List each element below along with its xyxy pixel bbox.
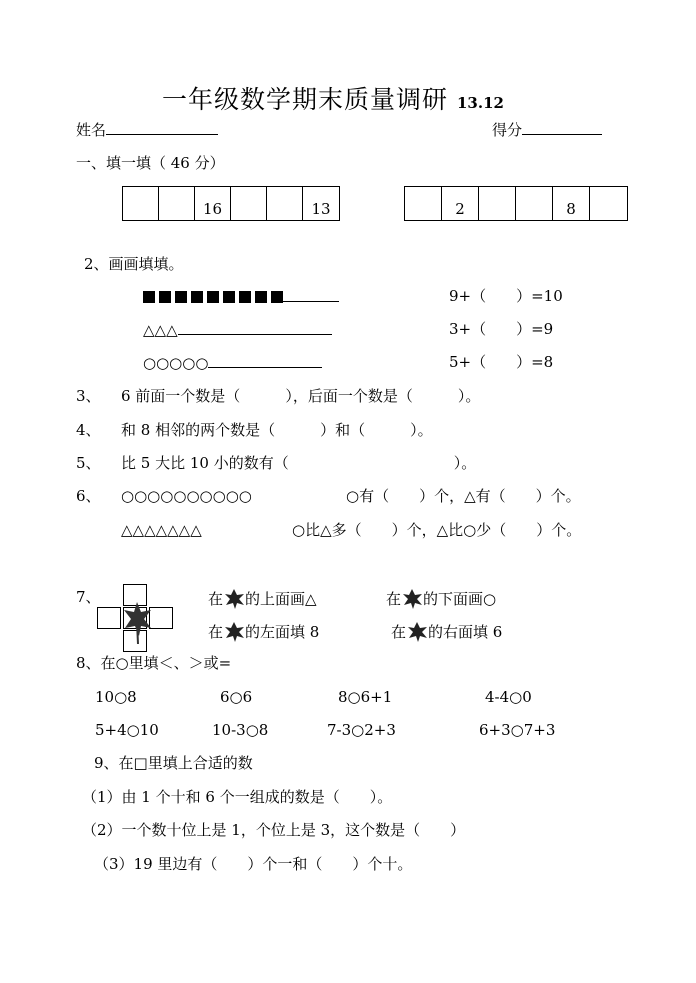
q3-number: 3、 — [76, 387, 101, 405]
q7-number: 7、 — [76, 588, 101, 606]
q5-number: 5、 — [76, 454, 101, 472]
square-shape — [239, 291, 251, 303]
number-sequence-b — [404, 186, 628, 221]
triangle-shapes: △△△ — [143, 321, 178, 339]
q7-instruction-c[interactable] — [208, 621, 319, 643]
leaf-icon — [223, 588, 245, 610]
square-shape — [223, 291, 235, 303]
number-sequence-a — [122, 186, 340, 221]
q8-item[interactable]: 7-3○2+3 — [327, 721, 396, 739]
leaf-icon — [121, 600, 153, 646]
square-shape — [191, 291, 203, 303]
draw-line[interactable] — [283, 287, 339, 302]
seq-b-cell[interactable] — [479, 187, 516, 220]
square-shape — [271, 291, 283, 303]
name-field[interactable] — [76, 120, 218, 139]
square-shape — [175, 291, 187, 303]
q8-item[interactable]: 4-4○0 — [485, 688, 532, 706]
q8-item[interactable]: 10-3○8 — [212, 721, 269, 739]
q8-item[interactable]: 6○6 — [220, 688, 253, 706]
name-blank[interactable] — [106, 120, 218, 135]
square-shape — [159, 291, 171, 303]
seq-a-cell[interactable] — [267, 187, 303, 220]
q6-line-2[interactable]: ○比△多（ ）个，△比○少（ ）个。 — [292, 521, 582, 539]
q8-item[interactable]: 8○6+1 — [338, 688, 393, 706]
q2-equation-1[interactable]: 9+（ ）=10 — [449, 287, 563, 305]
section-heading: 一、填一填（ 46 分） — [76, 154, 225, 172]
q2-equation-2[interactable]: 3+（ ）=9 — [449, 320, 554, 338]
q9-sub-3[interactable]: （3）19 里边有（ ）个一和（ ）个十。 — [94, 855, 413, 873]
q4-text[interactable]: 和 8 相邻的两个数是（ ）和（ ）。 — [121, 421, 433, 439]
seq-a-cell[interactable] — [231, 187, 267, 220]
q2-equation-3[interactable]: 5+（ ）=8 — [449, 353, 554, 371]
q8-item[interactable]: 5+4○10 — [95, 721, 159, 739]
score-label: 得分 — [492, 121, 523, 139]
q7-c-pre: 在 — [208, 623, 224, 641]
q6-line-1[interactable]: ○有（ ）个，△有（ ）个。 — [346, 487, 581, 505]
seq-b-cell[interactable]: 8 — [553, 187, 590, 220]
circle-shapes: ○○○○○ — [143, 354, 209, 372]
q7-b-post: 的下面画○ — [423, 590, 497, 608]
draw-line[interactable] — [178, 320, 332, 335]
q2-row-circles — [143, 353, 322, 372]
q6-triangles: △△△△△△△ — [121, 521, 202, 539]
q9-sub-1[interactable]: （1）由 1 个十和 6 个一组成的数是（ ）。 — [82, 788, 393, 806]
q5-text[interactable]: 比 5 大比 10 小的数有（ ）。 — [121, 454, 477, 472]
score-field[interactable] — [492, 120, 602, 139]
title-text: 一年级数学期末质量调研 — [162, 85, 449, 114]
seq-a-cell[interactable]: 13 — [311, 200, 331, 218]
q7-instruction-d[interactable] — [391, 621, 502, 643]
q2-label: 2、画画填填。 — [84, 255, 184, 273]
square-shape — [143, 291, 155, 303]
q7-c-post: 的左面填 8 — [245, 623, 320, 641]
leaf-icon — [406, 621, 428, 643]
q9-sub-2[interactable]: （2）一个数十位上是 1，个位上是 3，这个数是（ ） — [82, 821, 466, 839]
seq-a-cell[interactable]: 16 — [195, 187, 231, 220]
seq-b-cell[interactable]: 2 — [442, 187, 479, 220]
q7-b-pre: 在 — [386, 590, 402, 608]
q8-item[interactable]: 6+3○7+3 — [479, 721, 556, 739]
seq-b-cell[interactable] — [516, 187, 553, 220]
q7-a-post: 的上面画△ — [245, 590, 317, 608]
q9-label: 9、在□里填上合适的数 — [94, 754, 253, 772]
q7-instruction-a[interactable] — [208, 588, 317, 610]
q6-number: 6、 — [76, 487, 101, 505]
grid-box-left[interactable] — [97, 607, 121, 629]
square-shape — [207, 291, 219, 303]
page-title — [162, 80, 504, 116]
q7-instruction-b[interactable] — [386, 588, 496, 610]
seq-a-cell[interactable] — [123, 187, 159, 220]
q2-row-triangles — [143, 320, 332, 339]
title-code: 13.12 — [456, 94, 504, 112]
q4-number: 4、 — [76, 421, 101, 439]
leaf-icon — [223, 621, 245, 643]
seq-b-cell[interactable] — [590, 187, 627, 220]
q7-d-pre: 在 — [391, 623, 407, 641]
q8-item[interactable]: 10○8 — [95, 688, 137, 706]
draw-line[interactable] — [208, 353, 322, 368]
q7-d-post: 的右面填 6 — [428, 623, 503, 641]
score-blank[interactable] — [522, 120, 602, 135]
seq-a-cell[interactable] — [159, 187, 195, 220]
leaf-icon — [401, 588, 423, 610]
q2-row-squares — [143, 287, 339, 306]
q6-circles: ○○○○○○○○○○ — [121, 487, 252, 505]
square-shape — [255, 291, 267, 303]
q7-a-pre: 在 — [208, 590, 224, 608]
name-label: 姓名 — [76, 121, 107, 139]
q8-label: 8、在○里填＜、＞或= — [76, 654, 232, 672]
q3-text[interactable]: 6 前面一个数是（ ），后面一个数是（ ）。 — [121, 387, 481, 405]
seq-b-cell[interactable] — [405, 187, 442, 220]
